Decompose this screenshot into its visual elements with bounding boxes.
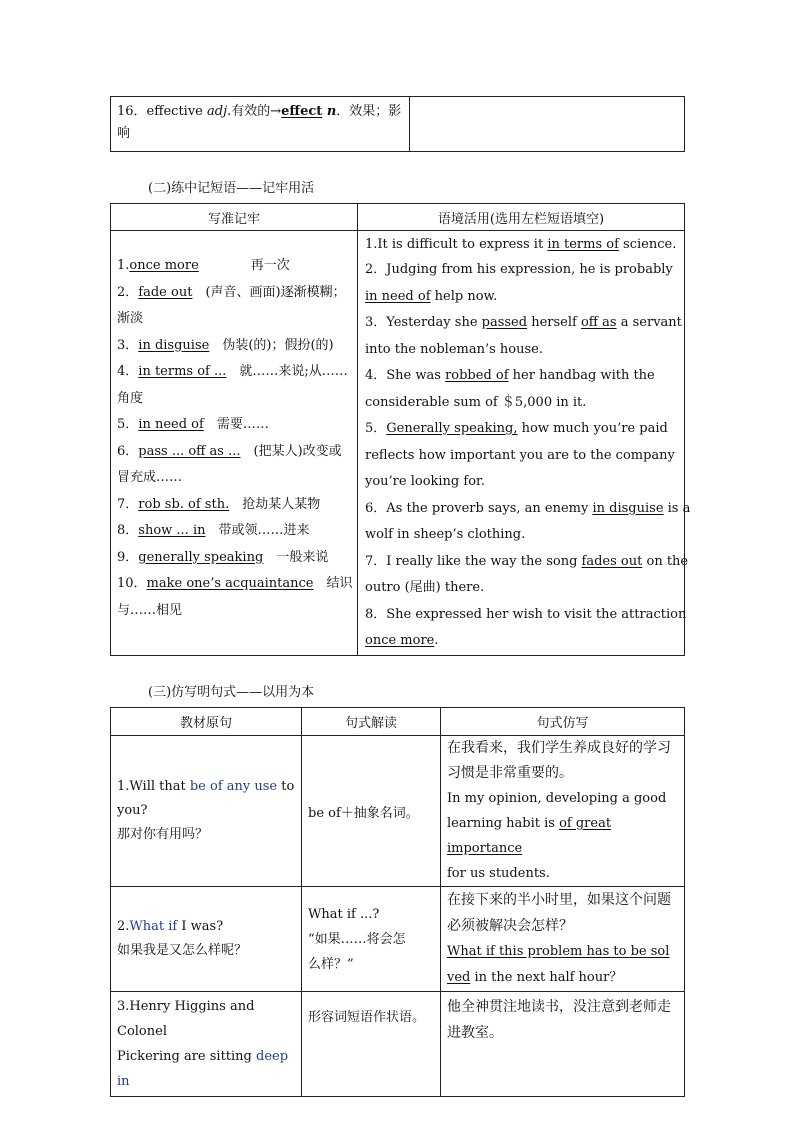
phrase-item: 5．in need of 需要…… <box>117 417 269 432</box>
context-sentence: 5．Generally speaking, how much you’re paid <box>365 421 668 436</box>
row2-imitation: 在接下来的半小时里，如果这个问题 必须被解决会怎样？ What if this problem has to be sol ved in the next half hour？ <box>441 887 685 992</box>
phrase-item: 10．make one’s acquaintance 结识 <box>117 576 353 591</box>
phrase-item: 9．generally speaking 一般来说 <box>117 549 329 565</box>
phrase-item-cont: 与……相见 <box>117 602 183 618</box>
row2-analysis: What if ...? “如果……将会怎 么样？” <box>302 887 441 992</box>
context-sentence-cont: wolf in sheep’s clothing. <box>365 527 526 542</box>
section3-title: (三)仿写明句式——以用为本 <box>148 685 315 700</box>
sentence-pattern-table <box>110 707 685 1097</box>
item16-number: 16．effective <box>117 104 207 119</box>
item16-cell <box>111 97 410 152</box>
context-sentences-cell <box>358 231 691 656</box>
phrase-item-cont: 角度 <box>117 390 144 406</box>
phrase-col-header-right: 语境活用(选用左栏短语填空) <box>358 204 685 231</box>
phrase-item: 7．rob sb. of sth. 抢劫某人某物 <box>117 496 321 512</box>
context-sentence-cont: in need of help now. <box>365 288 498 304</box>
phrase-col-header-left: 写准记牢 <box>111 204 358 231</box>
context-sentence-cont: you’re looking for. <box>365 474 485 489</box>
phrase-item: 1.once more 再一次 <box>117 258 290 273</box>
row3-imitation: 他全神贯注地读书，没注意到老师走 进教室。 <box>441 992 685 1097</box>
context-sentence-cont: once more. <box>365 633 439 648</box>
row3-analysis: 形容词短语作状语。 <box>302 992 441 1097</box>
context-sentence-cont: considerable sum of ＄5,000 in it. <box>365 394 587 410</box>
phrase-item: 2．fade out (声音、画面)逐渐模糊； <box>117 284 346 300</box>
phrase-item-cont: 冒充成…… <box>117 470 183 485</box>
context-sentence: 1.It is difficult to express it in terms of science. <box>365 237 677 252</box>
context-sentence: 3．Yesterday she passed herself off as a servant <box>365 315 682 330</box>
row1-imitation: 在我看来，我们学生养成良好的学习 习惯是非常重要的。 In my opinion, developing a good learning habit is of great importance for us students. <box>441 736 685 887</box>
item16-answer: effect <box>281 104 323 119</box>
phrase-item: 6．pass ... off as ... (把某人)改变或 <box>117 443 342 459</box>
pattern-col-header-analysis: 句式解读 <box>302 708 441 736</box>
item16-table <box>110 96 685 152</box>
context-sentence-cont: reflects how important you are to the company <box>365 447 675 463</box>
context-sentence: 7．I really like the way the song fades out on the <box>365 553 689 569</box>
phrase-list-cell <box>111 231 358 656</box>
row1-analysis: be of＋抽象名词。 <box>302 736 441 887</box>
item16-pos-n: n <box>322 104 337 119</box>
item16-meaning: 有效的→ <box>231 104 282 119</box>
item16-noun-meaning: ．效果；影 <box>336 104 402 119</box>
phrase-item: 8．show ... in 带或领……进来 <box>117 523 310 538</box>
row1-original: 1.Will that be of any use to you? 那对你有用吗？ <box>111 736 302 887</box>
section2-title: (二)练中记短语——记牢用活 <box>148 181 315 196</box>
item16-pos-adj: adj. <box>207 104 232 119</box>
phrase-table <box>110 203 691 656</box>
context-sentence-cont: outro (尾曲) there. <box>365 580 485 595</box>
phrase-item-cont: 渐淡 <box>117 311 144 326</box>
context-sentence: 4．She was robbed of her handbag with the <box>365 368 655 383</box>
phrase-item: 4．in terms of ... 就……来说;从…… <box>117 364 348 379</box>
phrase-item: 3．in disguise 伪装(的)；假扮(的) <box>117 337 334 353</box>
item16-noun-meaning-cont: 响 <box>117 126 131 141</box>
context-sentence-cont: into the nobleman’s house. <box>365 341 543 357</box>
context-sentence: 8．She expressed her wish to visit the attraction <box>365 606 687 622</box>
context-sentence: 2．Judging from his expression, he is probably <box>365 262 673 277</box>
context-sentence: 6．As the proverb says, an enemy in disguise is a <box>365 500 691 516</box>
item16-empty-cell <box>410 97 685 152</box>
pattern-col-header-imitation: 句式仿写 <box>441 708 685 736</box>
row3-original: 3.Henry Higgins and Colonel Pickering are sitting deep in <box>111 992 302 1097</box>
row2-original: 2.What if I was? 如果我是又怎么样呢？ <box>111 887 302 992</box>
pattern-col-header-original: 教材原句 <box>111 708 302 736</box>
